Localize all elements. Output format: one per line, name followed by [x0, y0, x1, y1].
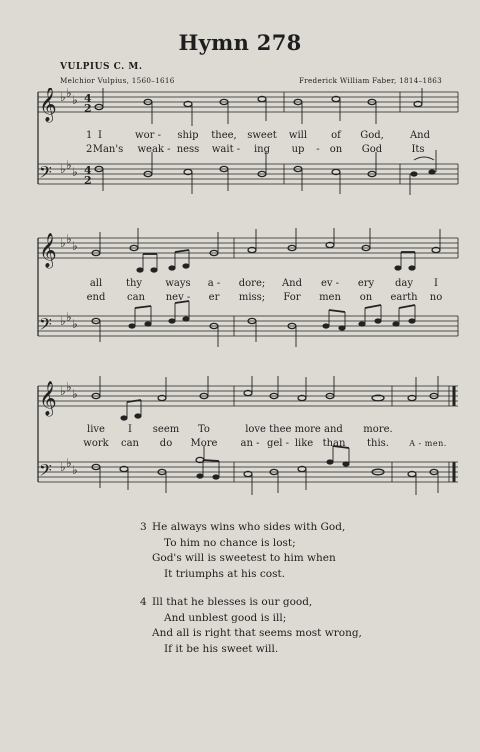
lyric-syllable: dore;	[238, 278, 266, 289]
lyric-syllable: ship	[177, 130, 199, 141]
verse-line: Ill that he blesses is our good,	[152, 596, 313, 608]
lyric-syllable: I	[128, 424, 132, 435]
verse-number: 2	[86, 144, 93, 155]
svg-text:♭: ♭	[66, 456, 72, 470]
lyric-syllable: day	[394, 278, 414, 289]
lyric-syllable: More	[190, 438, 218, 449]
lyric-syllable: all	[89, 278, 103, 289]
svg-text:♭: ♭	[72, 165, 78, 179]
verse-line: God's will is sweetest to him when	[152, 552, 336, 564]
lyric-syllable: a -	[207, 278, 221, 289]
lyric-syllable: miss;	[238, 292, 266, 303]
svg-text:𝄞: 𝄞	[39, 88, 57, 122]
amen-text: A - men.	[409, 439, 447, 448]
lyric-syllable: And	[281, 278, 303, 289]
svg-text:𝄢: 𝄢	[39, 460, 52, 484]
svg-text:𝄞: 𝄞	[39, 233, 57, 268]
lyric-syllable: er	[208, 292, 220, 303]
lyric-syllable: ways	[165, 278, 191, 289]
svg-text:♭: ♭	[72, 317, 78, 331]
lyric-syllable: -	[316, 144, 320, 155]
svg-text:𝄞: 𝄞	[39, 381, 57, 416]
stanza-4	[140, 595, 362, 657]
composer-credit: Melchior Vulpius, 1560–1616	[60, 76, 175, 85]
lyric-syllable: thy	[125, 278, 143, 289]
svg-text:2: 2	[84, 174, 92, 187]
stanza-number: 4	[140, 596, 147, 608]
svg-text:𝄢: 𝄢	[39, 314, 52, 338]
lyric-syllable: ery	[357, 278, 375, 289]
lyric-syllable: weak -	[137, 144, 171, 155]
verse-line: To him no chance is lost;	[164, 536, 296, 549]
verse-line: It triumphs at his cost.	[164, 567, 286, 580]
lyric-syllable: God	[361, 144, 383, 155]
lyric-syllable: seem	[152, 424, 180, 435]
lyric-syllable: no	[429, 292, 443, 303]
lyric-syllable: Its	[411, 144, 425, 155]
svg-text:𝄢: 𝄢	[39, 162, 52, 186]
lyric-syllable: earth	[390, 292, 418, 303]
lyric-syllable: on	[359, 292, 373, 303]
hymn-title: Hymn 278	[178, 30, 302, 55]
stanza-3	[140, 520, 362, 582]
svg-text:♭: ♭	[60, 162, 66, 176]
lyric-syllable: God,	[360, 130, 384, 141]
svg-text:♭: ♭	[66, 158, 72, 172]
lyric-syllable: live	[87, 424, 105, 435]
lyric-syllable: ness	[176, 144, 200, 155]
svg-text:♭: ♭	[60, 314, 66, 328]
stanza-number: 3	[140, 521, 147, 533]
svg-text:♭: ♭	[60, 90, 66, 104]
svg-text:♭: ♭	[72, 93, 78, 107]
svg-text:♭: ♭	[66, 380, 72, 394]
lyric-syllable: will	[288, 130, 308, 141]
additional-verses	[140, 520, 362, 670]
lyric-syllable: this.	[367, 438, 389, 449]
lyric-syllable: sweet	[247, 130, 277, 141]
svg-text:♭: ♭	[72, 239, 78, 253]
verse-number: 1	[86, 130, 93, 141]
svg-text:4: 4	[84, 92, 92, 105]
svg-text:♭: ♭	[72, 463, 78, 477]
verse-line: And all is right that seems most wrong,	[152, 627, 362, 639]
lyric-syllable: gel -	[266, 438, 290, 449]
lyric-syllable: thee,	[211, 130, 237, 141]
lyric-syllable: ing	[253, 144, 271, 155]
verse-line: He always wins who sides with God,	[152, 521, 346, 533]
lyric-syllable: To	[198, 424, 210, 435]
svg-text:♭: ♭	[60, 384, 66, 398]
lyric-syllable: than	[322, 438, 346, 449]
svg-text:♭: ♭	[66, 310, 72, 324]
lyric-syllable: love thee more and	[245, 424, 343, 435]
lyric-syllable: wait -	[211, 144, 241, 155]
lyric-syllable: an -	[240, 438, 260, 449]
lyric-syllable: more.	[363, 424, 393, 435]
lyric-syllable: up	[291, 144, 305, 155]
lyric-syllable: nev -	[165, 292, 191, 303]
svg-text:♭: ♭	[60, 460, 66, 474]
lyric-syllable: wor -	[135, 130, 161, 141]
verse-line: And unblest good is ill;	[164, 611, 287, 624]
lyric-syllable: Man's	[92, 144, 124, 155]
lyric-syllable: For	[283, 292, 301, 303]
svg-text:♭: ♭	[66, 232, 72, 246]
lyric-syllable: men	[319, 292, 341, 303]
svg-text:4: 4	[84, 164, 92, 177]
svg-text:♭: ♭	[72, 387, 78, 401]
lyric-syllable: I	[434, 278, 438, 289]
lyric-syllable: do	[159, 438, 173, 449]
lyric-syllable: on	[329, 144, 343, 155]
lyric-syllable: of	[331, 130, 341, 141]
music-system-2	[0, 228, 480, 350]
lyric-syllable: can	[126, 292, 146, 303]
tune-name: VULPIUS C. M.	[60, 62, 143, 72]
lyric-syllable: ev -	[320, 278, 340, 289]
svg-text:♭: ♭	[66, 88, 72, 100]
author-credit: Frederick William Faber, 1814–1863	[298, 76, 442, 85]
lyric-syllable: like	[294, 438, 314, 449]
lyric-syllable: end	[86, 292, 106, 303]
lyric-syllable: I	[98, 130, 102, 141]
svg-text:♭: ♭	[60, 236, 66, 250]
svg-text:2: 2	[84, 102, 92, 115]
lyric-syllable: work	[83, 438, 109, 449]
music-system-3	[0, 376, 480, 498]
music-system-1	[0, 88, 480, 198]
verse-line: If it be his sweet will.	[164, 642, 279, 655]
lyric-syllable: can	[120, 438, 140, 449]
lyric-syllable: And	[409, 130, 431, 141]
